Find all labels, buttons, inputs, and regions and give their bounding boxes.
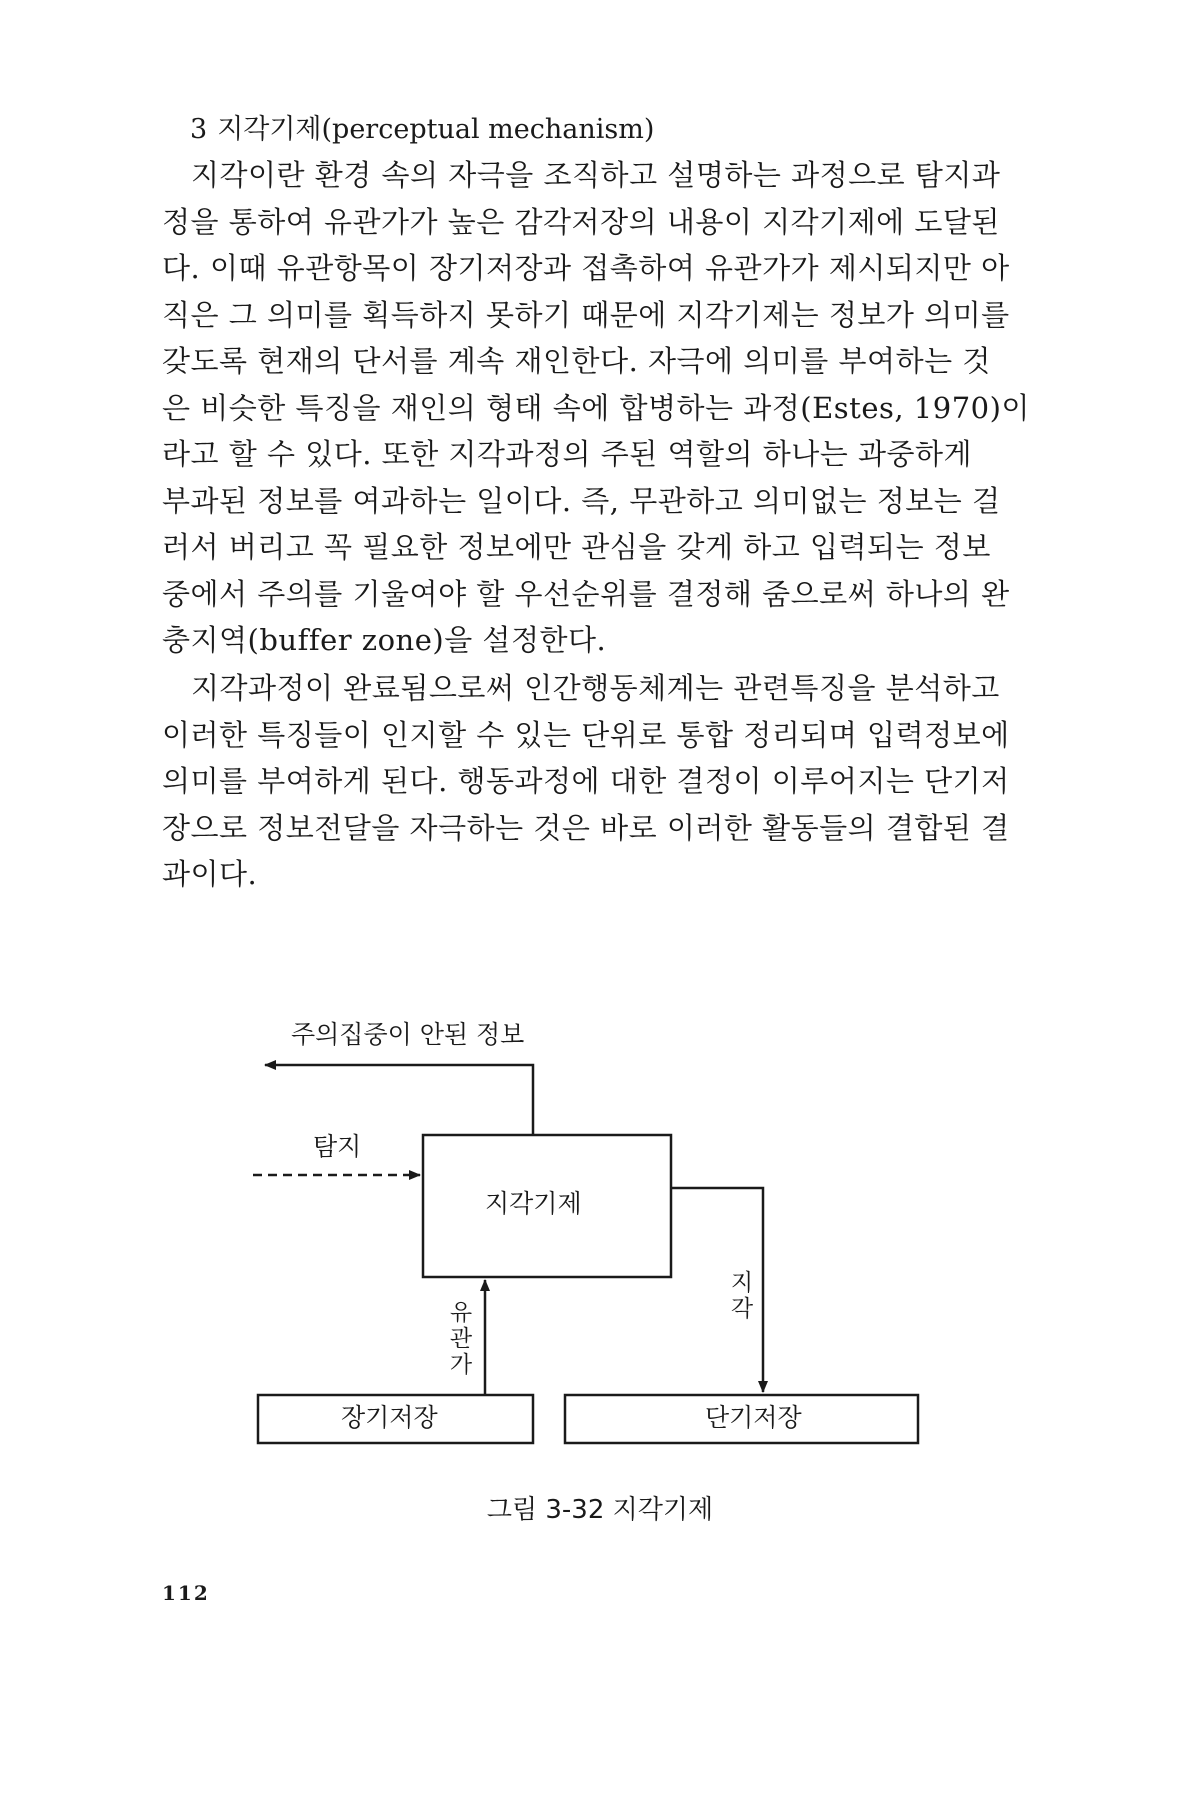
paragraph-line: 과이다.: [162, 857, 258, 891]
page-number: 112: [162, 1581, 210, 1605]
paragraph-line: 이러한 특징들이 인지할 수 있는 단위로 통합 정리되며 입력정보에: [162, 717, 1010, 752]
long-term-box-label: 장기저장: [341, 1403, 438, 1432]
paragraph-line: 중에서 주의를 기울여야 할 우선순위를 결정해 줌으로써 하나의 완: [162, 576, 1010, 611]
paragraph-line: 은 비슷한 특징을 재인의 형태 속에 합병하는 과정(Estes, 1970)이: [162, 390, 1030, 425]
perception-label: 지각: [730, 1270, 754, 1322]
unattended-arrow: [265, 1065, 533, 1135]
section-title: 지각기제(perceptual mechanism): [217, 114, 655, 145]
section-number: 3: [190, 114, 208, 145]
relevance-label: 유관가: [449, 1300, 473, 1378]
paragraph-line: 지각이란 환경 속의 자극을 조직하고 설명하는 과정으로 탐지과: [191, 158, 1001, 192]
paragraph-line: 러서 버리고 꼭 필요한 정보에만 관심을 갖게 하고 입력되는 정보: [162, 530, 991, 564]
paragraph-1: [162, 152, 1038, 664]
diagram-drawing: [0, 960, 1200, 1580]
paragraph-line: 의미를 부여하게 된다. 행동과정에 대한 결정이 이루어지는 단기저: [162, 764, 1010, 798]
perceptual-mechanism-diagram: [0, 960, 1200, 1580]
paragraph-line: 다. 이때 유관항목이 장기저장과 접촉하여 유관가가 제시되지만 아: [162, 251, 1010, 285]
paragraph-line: 부과된 정보를 여과하는 일이다. 즉, 무관하고 의미없는 정보는 걸: [162, 483, 1001, 518]
paragraph-line: 직은 그 의미를 획득하지 못하기 때문에 지각기제는 정보가 의미를: [162, 297, 1010, 332]
paragraph-line: 장으로 정보전달을 자극하는 것은 바로 이러한 활동들의 결합된 결: [162, 810, 1010, 845]
short-term-box-label: 단기저장: [705, 1403, 802, 1432]
paragraph-line: 충지역(buffer zone)을 설정한다.: [162, 623, 607, 657]
paragraph-2: [162, 665, 1038, 898]
section-heading: [190, 113, 654, 147]
unattended-info-label: 주의집중이 안된 정보: [291, 1020, 525, 1049]
paragraph-line: 라고 할 수 있다. 또한 지각과정의 주된 역할의 하나는 과중하게: [162, 437, 973, 471]
detection-label: 탐지: [313, 1132, 362, 1161]
paragraph-line: 갖도록 현재의 단서를 계속 재인한다. 자극에 의미를 부여하는 것: [162, 344, 991, 378]
paragraph-line: 지각과정이 완료됨으로써 인간행동체계는 관련특징을 분석하고: [191, 671, 1000, 705]
perceptual-box-label: 지각기제: [485, 1189, 582, 1218]
paragraph-line: 정을 통하여 유관가가 높은 감각저장의 내용이 지각기제에 도달된: [162, 204, 1000, 239]
figure-caption: 그림 3-32 지각기제: [486, 1495, 714, 1525]
